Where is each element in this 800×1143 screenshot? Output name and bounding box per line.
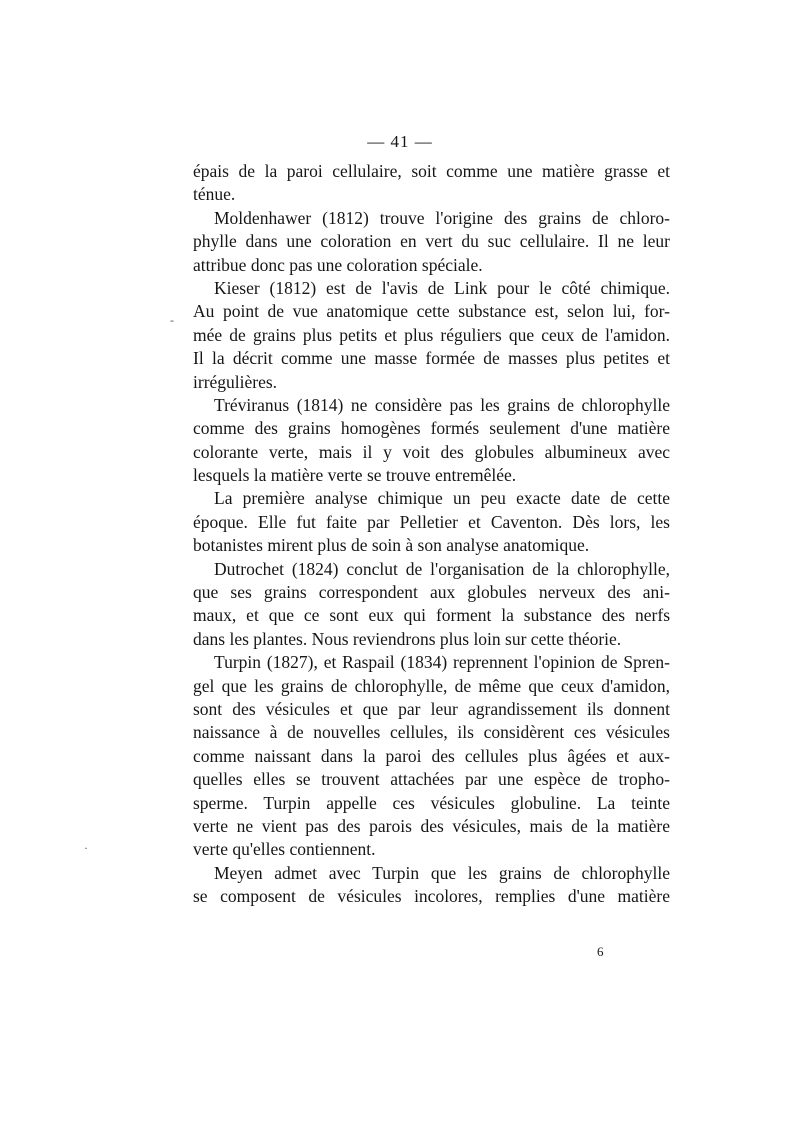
print-speck: -: [170, 313, 174, 327]
print-speck: ·: [84, 841, 88, 855]
text-line: La première analyse chimique un peu exacte date de cette: [214, 488, 670, 509]
text-line: comme naissant dans la paroi des cellules plus âgées et aux-: [193, 745, 670, 766]
paragraph: [193, 487, 670, 557]
text-line: Moldenhawer (1812) trouve l'origine des grains de chloro-: [214, 207, 670, 228]
page-number-header: — 41 —: [367, 132, 433, 151]
text-line: Dutrochet (1824) conclut de l'organisation de la chlorophylle,: [214, 558, 670, 579]
paragraph: [193, 160, 670, 207]
text-line: Au point de vue anatomique cette substance est, selon lui, for-: [193, 301, 670, 322]
text-line: phylle dans une coloration en vert du suc cellulaire. Il ne leur: [193, 231, 670, 252]
text-line: gel que les grains de chlorophylle, de même que ceux d'amidon,: [193, 675, 670, 696]
text-line: sont des vésicules et que par leur agrandissement ils donnent: [193, 698, 670, 719]
text-line: verte ne vient pas des parois des vésicules, mais de la matière: [193, 815, 670, 836]
paragraph: [193, 277, 670, 394]
text-line: que ses grains correspondent aux globules nerveux des ani-: [193, 582, 670, 603]
text-line: Kieser (1812) est de l'avis de Link pour le côté chimique.: [214, 277, 670, 298]
text-line: sperme. Turpin appelle ces vésicules globuline. La teinte: [193, 792, 670, 813]
text-line: verte qu'elles contiennent.: [193, 839, 376, 860]
body-text: [193, 160, 670, 909]
text-line: maux, et que ce sont eux qui forment la substance des nerfs: [193, 605, 670, 626]
text-line: Il la décrit comme une masse formée de masses plus petites et: [193, 348, 670, 369]
signature-mark: 6: [597, 944, 604, 959]
text-line: épais de la paroi cellulaire, soit comme une matière grasse et: [193, 161, 670, 181]
text-line: quelles elles se trouvent attachées par une espèce de tropho-: [193, 769, 670, 790]
text-line: époque. Elle fut faite par Pelletier et Caventon. Dès lors, les: [193, 511, 670, 532]
text-line: se composent de vésicules incolores, remplies d'une matière: [193, 886, 670, 907]
text-line: dans les plantes. Nous reviendrons plus loin sur cette théorie.: [193, 628, 622, 649]
text-line: naissance à de nouvelles cellules, ils considèrent ces vésicules: [193, 722, 670, 743]
text-line: colorante verte, mais il y voit des globules albumineux avec: [193, 441, 670, 462]
text-line: lesquels la matière verte se trouve entremêlée.: [193, 465, 517, 486]
text-line: Turpin (1827), et Raspail (1834) reprennent l'opinion de Spren-: [214, 652, 670, 673]
paragraph: [193, 558, 670, 652]
paragraph: [193, 207, 670, 277]
text-line: Meyen admet avec Turpin que les grains de chlorophylle: [214, 862, 670, 883]
paragraph: [193, 862, 670, 909]
text-line: irrégulières.: [193, 371, 278, 392]
text-line: comme des grains homogènes formés seulement d'une matière: [193, 418, 670, 439]
text-line: botanistes mirent plus de soin à son analyse anatomique.: [193, 535, 590, 556]
text-line: attribue donc pas une coloration spéciale.: [193, 254, 483, 275]
paragraph: [193, 394, 670, 488]
text-line: Tréviranus (1814) ne considère pas les grains de chlorophylle: [214, 394, 670, 415]
text-line: ténue.: [193, 184, 236, 205]
paragraph: [193, 651, 670, 862]
text-line: mée de grains plus petits et plus réguliers que ceux de l'amidon.: [193, 324, 670, 345]
